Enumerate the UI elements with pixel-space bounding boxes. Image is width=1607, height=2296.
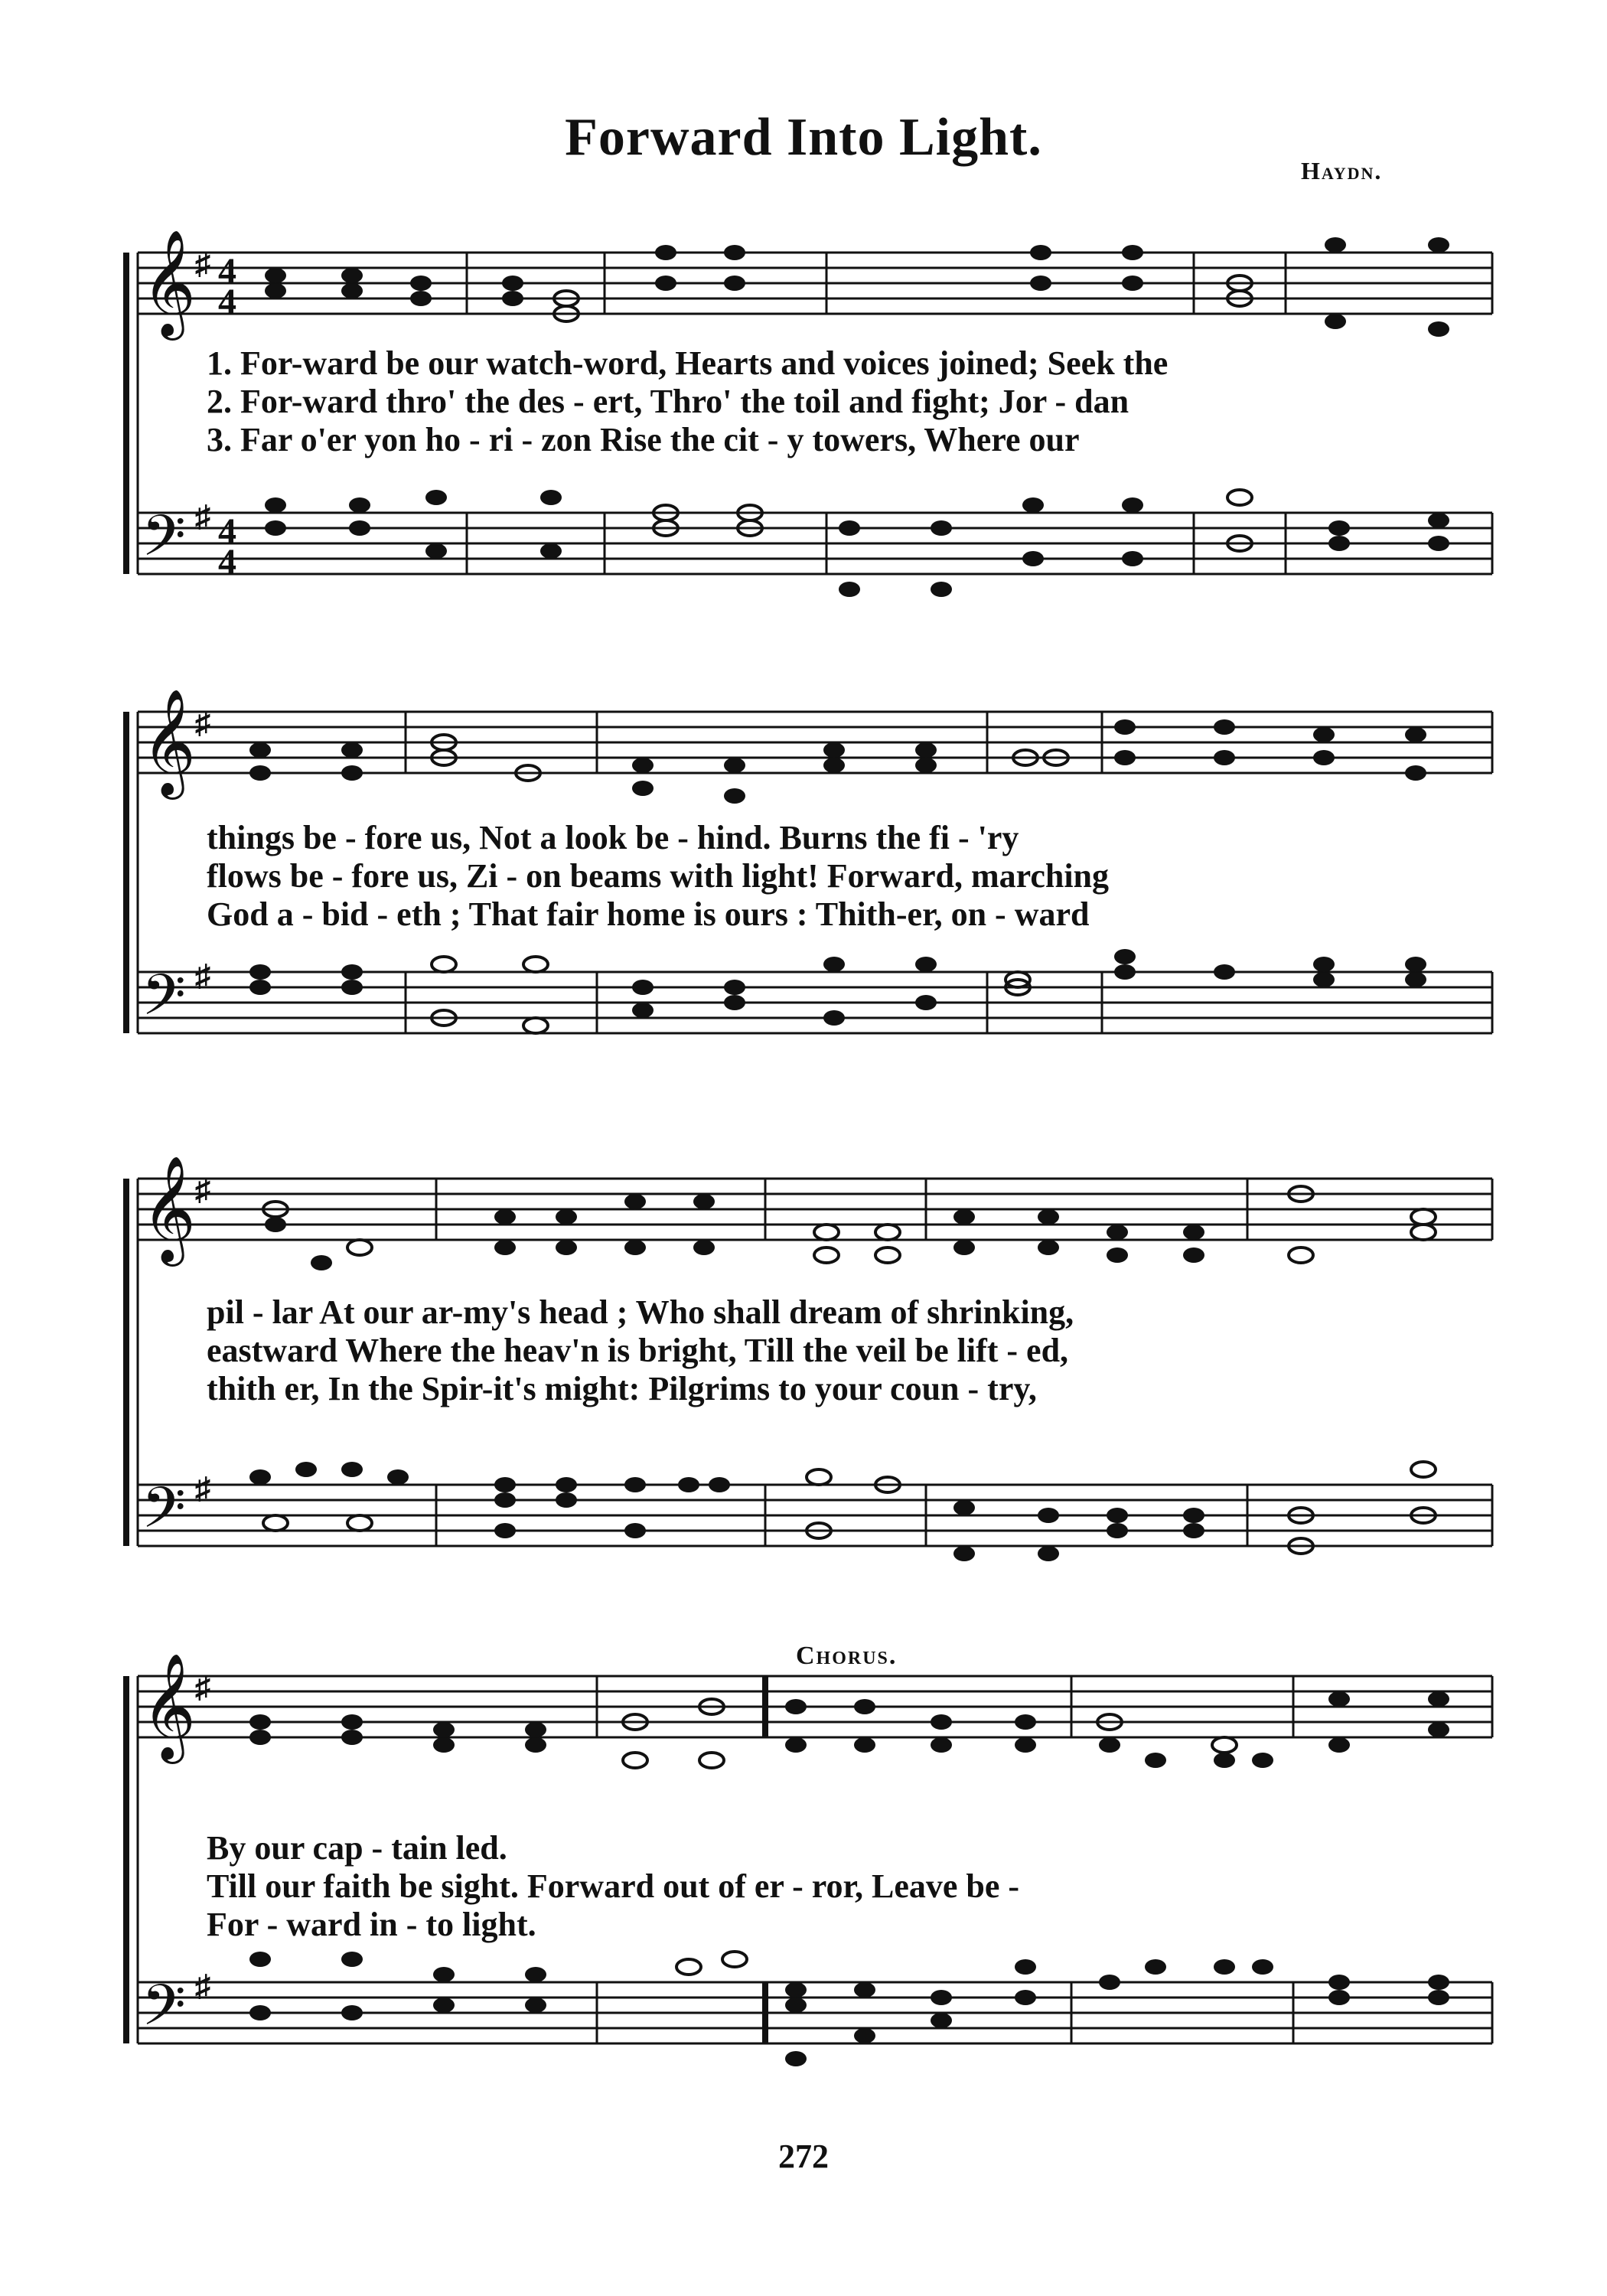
svg-text:4: 4 — [218, 251, 236, 292]
svg-text:𝄞: 𝄞 — [142, 1653, 196, 1760]
lyric-line-2-1: things be - fore us, Not a look be - hind. Burns the fi - 'ry — [207, 819, 1019, 856]
svg-text:4: 4 — [218, 282, 236, 322]
chorus-label: Chorus. — [796, 1642, 898, 1670]
svg-text:♯: ♯ — [195, 246, 210, 281]
svg-text:4: 4 — [218, 542, 236, 582]
svg-text:𝄢: 𝄢 — [142, 503, 186, 583]
svg-text:𝄢: 𝄢 — [142, 962, 186, 1042]
lyric-line-4-3: For - ward in - to light. — [207, 1906, 536, 1943]
svg-text:♯: ♯ — [195, 1172, 210, 1207]
svg-text:♯: ♯ — [195, 1471, 210, 1505]
page-number: 272 — [778, 2138, 829, 2175]
composer-credit: Haydn. — [1301, 157, 1383, 184]
svg-text:𝄢: 𝄢 — [142, 1972, 186, 2053]
svg-text:♯: ♯ — [195, 499, 210, 533]
lyric-line-3-3: thith er, In the Spir-it's might: Pilgrims to your coun - try, — [207, 1370, 1037, 1407]
svg-text:♯: ♯ — [195, 706, 210, 740]
svg-text:𝄞: 𝄞 — [142, 1156, 196, 1262]
lyric-line-4-1: By our cap - tain led. — [207, 1829, 507, 1867]
lyric-line-1-1: 1. For-ward be our watch-word, Hearts and voices joined; Seek the — [207, 344, 1169, 382]
svg-text:𝄞: 𝄞 — [142, 689, 196, 795]
svg-text:♯: ♯ — [195, 958, 210, 993]
lyric-line-2-3: God a - bid - eth ; That fair home is ours : Thith-er, on - ward — [207, 895, 1090, 933]
svg-text:4: 4 — [218, 511, 236, 552]
lyric-line-3-1: pil - lar At our ar-my's head ; Who shall dream of shrinking, — [207, 1293, 1074, 1331]
hymn-title: Forward Into Light. — [565, 108, 1042, 167]
lyric-line-3-2: eastward Where the heav'n is bright, Till the veil be lift - ed, — [207, 1332, 1069, 1369]
svg-text:♯: ♯ — [195, 1670, 210, 1704]
lyric-line-2-2: flows be - fore us, Zi - on beams with light! Forward, marching — [207, 857, 1110, 895]
svg-text:♯: ♯ — [195, 1968, 210, 2003]
lyric-line-1-2: 2. For-ward thro' the des - ert, Thro' the toil and fight; Jor - dan — [207, 383, 1129, 420]
svg-text:𝄢: 𝄢 — [142, 1475, 186, 1555]
lyric-line-4-2: Till our faith be sight. Forward out of er - ror, Leave be - — [207, 1867, 1020, 1905]
svg-text:𝄞: 𝄞 — [142, 230, 196, 336]
lyric-line-1-3: 3. Far o'er yon ho - ri - zon Rise the cit - y towers, Where our — [207, 421, 1080, 458]
